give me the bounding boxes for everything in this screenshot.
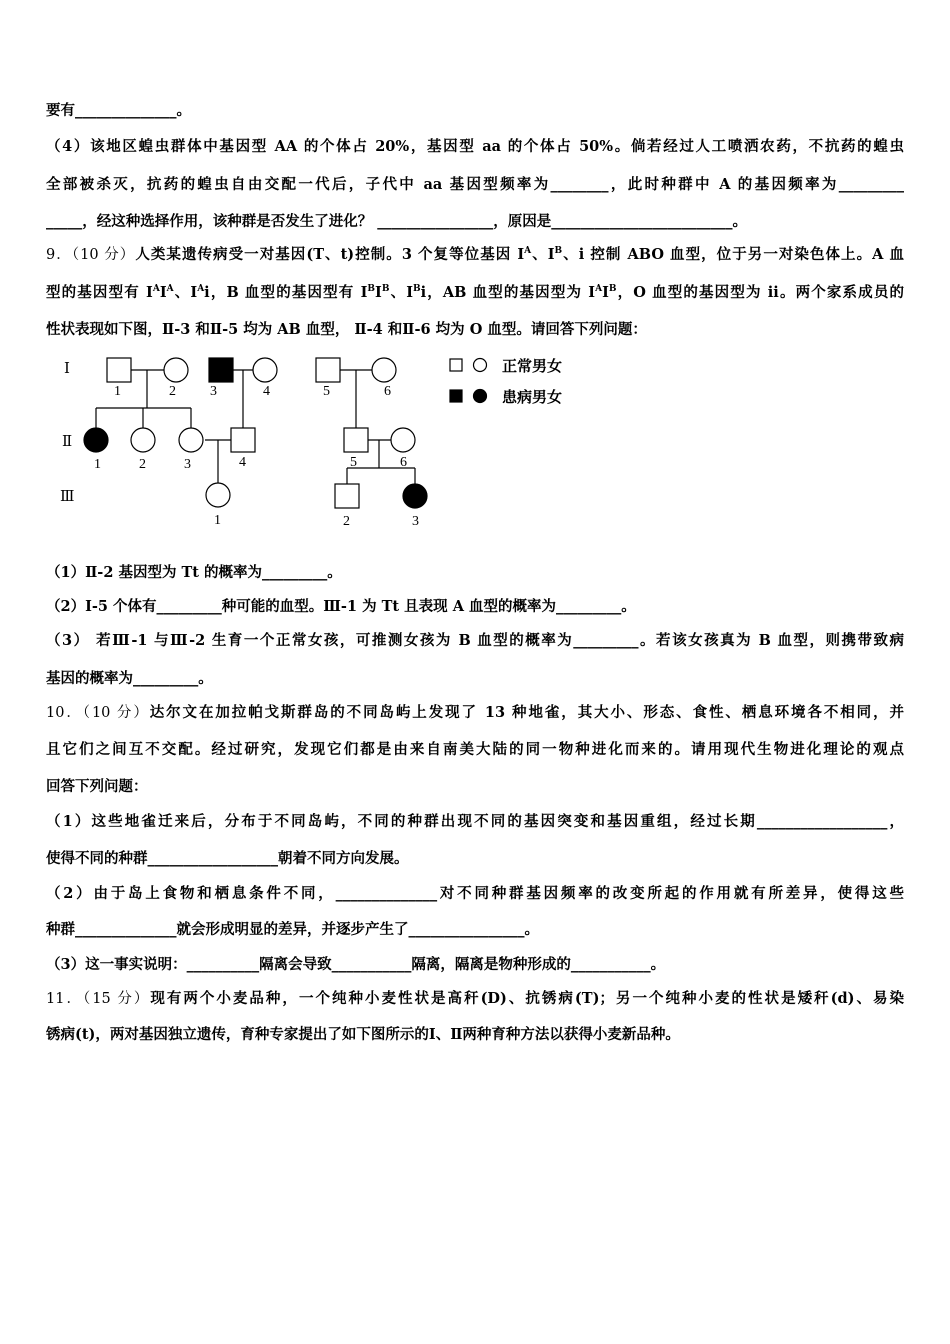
legend-normal-female-icon [474, 359, 487, 372]
superscript: A [595, 284, 603, 295]
text: 、I [389, 284, 413, 301]
pedigree-diagram [46, 348, 606, 538]
individual-number: 2 [139, 457, 146, 472]
text: 、I [531, 246, 555, 263]
normal-male [344, 428, 368, 452]
text: ，O 血型的基因型为 ii。两个家系成员的 [616, 284, 904, 301]
text-line: 要有______________。 [46, 102, 191, 119]
superscript: A [152, 284, 160, 295]
normal-female [391, 428, 415, 452]
text-line [46, 283, 904, 303]
normal-female [164, 358, 188, 382]
normal-male [107, 358, 131, 382]
generation-label: Ⅲ [60, 489, 75, 505]
question-score: （10 分） [82, 705, 150, 721]
text-line: （4）该地区蝗虫群体中基因型 AA 的个体占 20%，基因型 aa 的个体占 50%。倘若经过人工喷洒农药，不抗药的蝗虫 [46, 138, 904, 155]
text: 现有两个小麦品种，一个纯种小麦性状是高秆(D)、抗锈病(T)；另一个纯种小麦的性状是矮秆(d)、易染 [150, 990, 904, 1007]
text-line: 锈病(t)，两对基因独立遗传，育种专家提出了如下图所示的Ⅰ、Ⅱ两种育种方法以获得小麦新品种。 [46, 1026, 680, 1043]
individual-number: 2 [169, 384, 176, 399]
individual-number: 3 [210, 384, 217, 399]
individual-number: 2 [343, 514, 350, 529]
superscript: B [608, 284, 617, 295]
text: i，B 血型的基因型有 I [204, 284, 368, 301]
question-9-stem [46, 245, 904, 265]
individual-number: 4 [239, 455, 246, 470]
text: I [602, 284, 609, 301]
text-line: 回答下列问题： [46, 778, 148, 795]
legend-normal-label: 正常男女 [502, 359, 563, 375]
legend-affected-female-icon [474, 390, 487, 403]
question-10-part-2: （2）由于岛上食物和栖息条件不同，______________对不同种群基因频率的改变所起的作用就有所差异，使得这些 [46, 885, 904, 902]
question-10-stem [46, 703, 904, 723]
normal-female [131, 428, 155, 452]
individual-number: 3 [412, 514, 419, 529]
generation-label: Ⅰ [64, 361, 70, 377]
affected-male [209, 358, 233, 382]
text: i，AB 血型的基因型为 I [420, 284, 596, 301]
superscript: B [413, 284, 421, 295]
individual-number: 6 [384, 384, 391, 399]
normal-male [335, 484, 359, 508]
question-9-part-2: （2）Ⅰ-5 个体有_________种可能的血型。Ⅲ-1 为 Tt 且表现 A 血型的概率为_________。 [46, 598, 636, 615]
legend-affected-male-icon [450, 390, 462, 402]
text-line: 使得不同的种群__________________朝着不同方向发展。 [46, 850, 409, 867]
individual-number: 1 [214, 513, 221, 528]
legend-normal-male-icon [450, 359, 462, 371]
question-10-part-3: （3）这一事实说明：__________隔离会导致___________隔离，隔离是物种形成的___________。 [46, 956, 666, 973]
question-number: 9． [46, 247, 72, 263]
question-9-part-1: （1）Ⅱ-2 基因型为 Tt 的概率为_________。 [46, 564, 342, 581]
individual-number: 4 [263, 384, 270, 399]
text-line: 基因的概率为_________。 [46, 670, 213, 687]
text: 、I [173, 284, 198, 301]
question-number: 10． [46, 705, 83, 721]
text-line: 且它们之间互不交配。经过研究，发现它们都是由来自南美大陆的同一物种进化而来的。请用现代生物进化理论的观点 [46, 741, 904, 758]
text-line: 全部被杀灭，抗药的蝗虫自由交配一代后，子代中 aa 基因型频率为________，此时种群中 A 的基因频率为_________ [46, 176, 904, 193]
individual-number: 5 [350, 455, 357, 470]
superscript: B [554, 246, 563, 257]
individual-number: 1 [94, 457, 101, 472]
question-11-stem [46, 989, 904, 1009]
text-line: 性状表现如下图，Ⅱ-3 和Ⅱ-5 均为 AB 血型， Ⅱ-4 和Ⅱ-6 均为 O 血型。请回答下列问题： [46, 321, 647, 338]
affected-female [403, 484, 427, 508]
text: 、i 控制 ABO 血型，位于另一对染色体上。A 血 [562, 246, 904, 263]
question-number: 11． [46, 991, 83, 1007]
text-line: _____，经这种选择作用，该种群是否发生了进化？ ________________，原因是_________________________。 [46, 213, 748, 230]
normal-male [231, 428, 255, 452]
question-score: （15 分） [82, 991, 151, 1007]
text: 达尔文在加拉帕戈斯群岛的不同岛屿上发现了 13 种地雀，其大小、形态、食性、栖息环境各不相同，并 [149, 704, 904, 721]
legend-affected-label: 患病男女 [502, 390, 563, 406]
normal-female [206, 483, 230, 507]
superscript: A [524, 246, 532, 257]
superscript: B [381, 284, 390, 295]
individual-number: 3 [184, 457, 191, 472]
normal-female [179, 428, 203, 452]
generation-label: Ⅱ [62, 434, 73, 450]
superscript: A [166, 284, 174, 295]
affected-female [84, 428, 108, 452]
superscript: A [197, 284, 205, 295]
text: I [159, 284, 167, 301]
normal-female [372, 358, 396, 382]
individual-number: 6 [400, 455, 407, 470]
normal-male [316, 358, 340, 382]
individual-number: 1 [114, 384, 121, 399]
individual-number: 5 [323, 384, 330, 399]
text: 型的基因型有 I [46, 284, 153, 301]
question-9-part-3: （3） 若Ⅲ-1 与Ⅲ-2 生育一个正常女孩，可推测女孩为 B 血型的概率为_________。若该女孩真为 B 血型，则携带致病 [46, 632, 904, 649]
question-10-part-1: （1）这些地雀迁来后，分布于不同岛屿，不同的种群出现不同的基因突变和基因重组，经过长期__________________， [46, 813, 904, 830]
text-line: 种群______________就会形成明显的差异，并逐步产生了________________。 [46, 921, 539, 938]
normal-female [253, 358, 277, 382]
superscript: B [367, 284, 376, 295]
question-score: （10 分） [71, 247, 136, 263]
text: I [375, 284, 382, 301]
text: 人类某遗传病受一对基因(T、t)控制。3 个复等位基因 I [135, 246, 525, 263]
